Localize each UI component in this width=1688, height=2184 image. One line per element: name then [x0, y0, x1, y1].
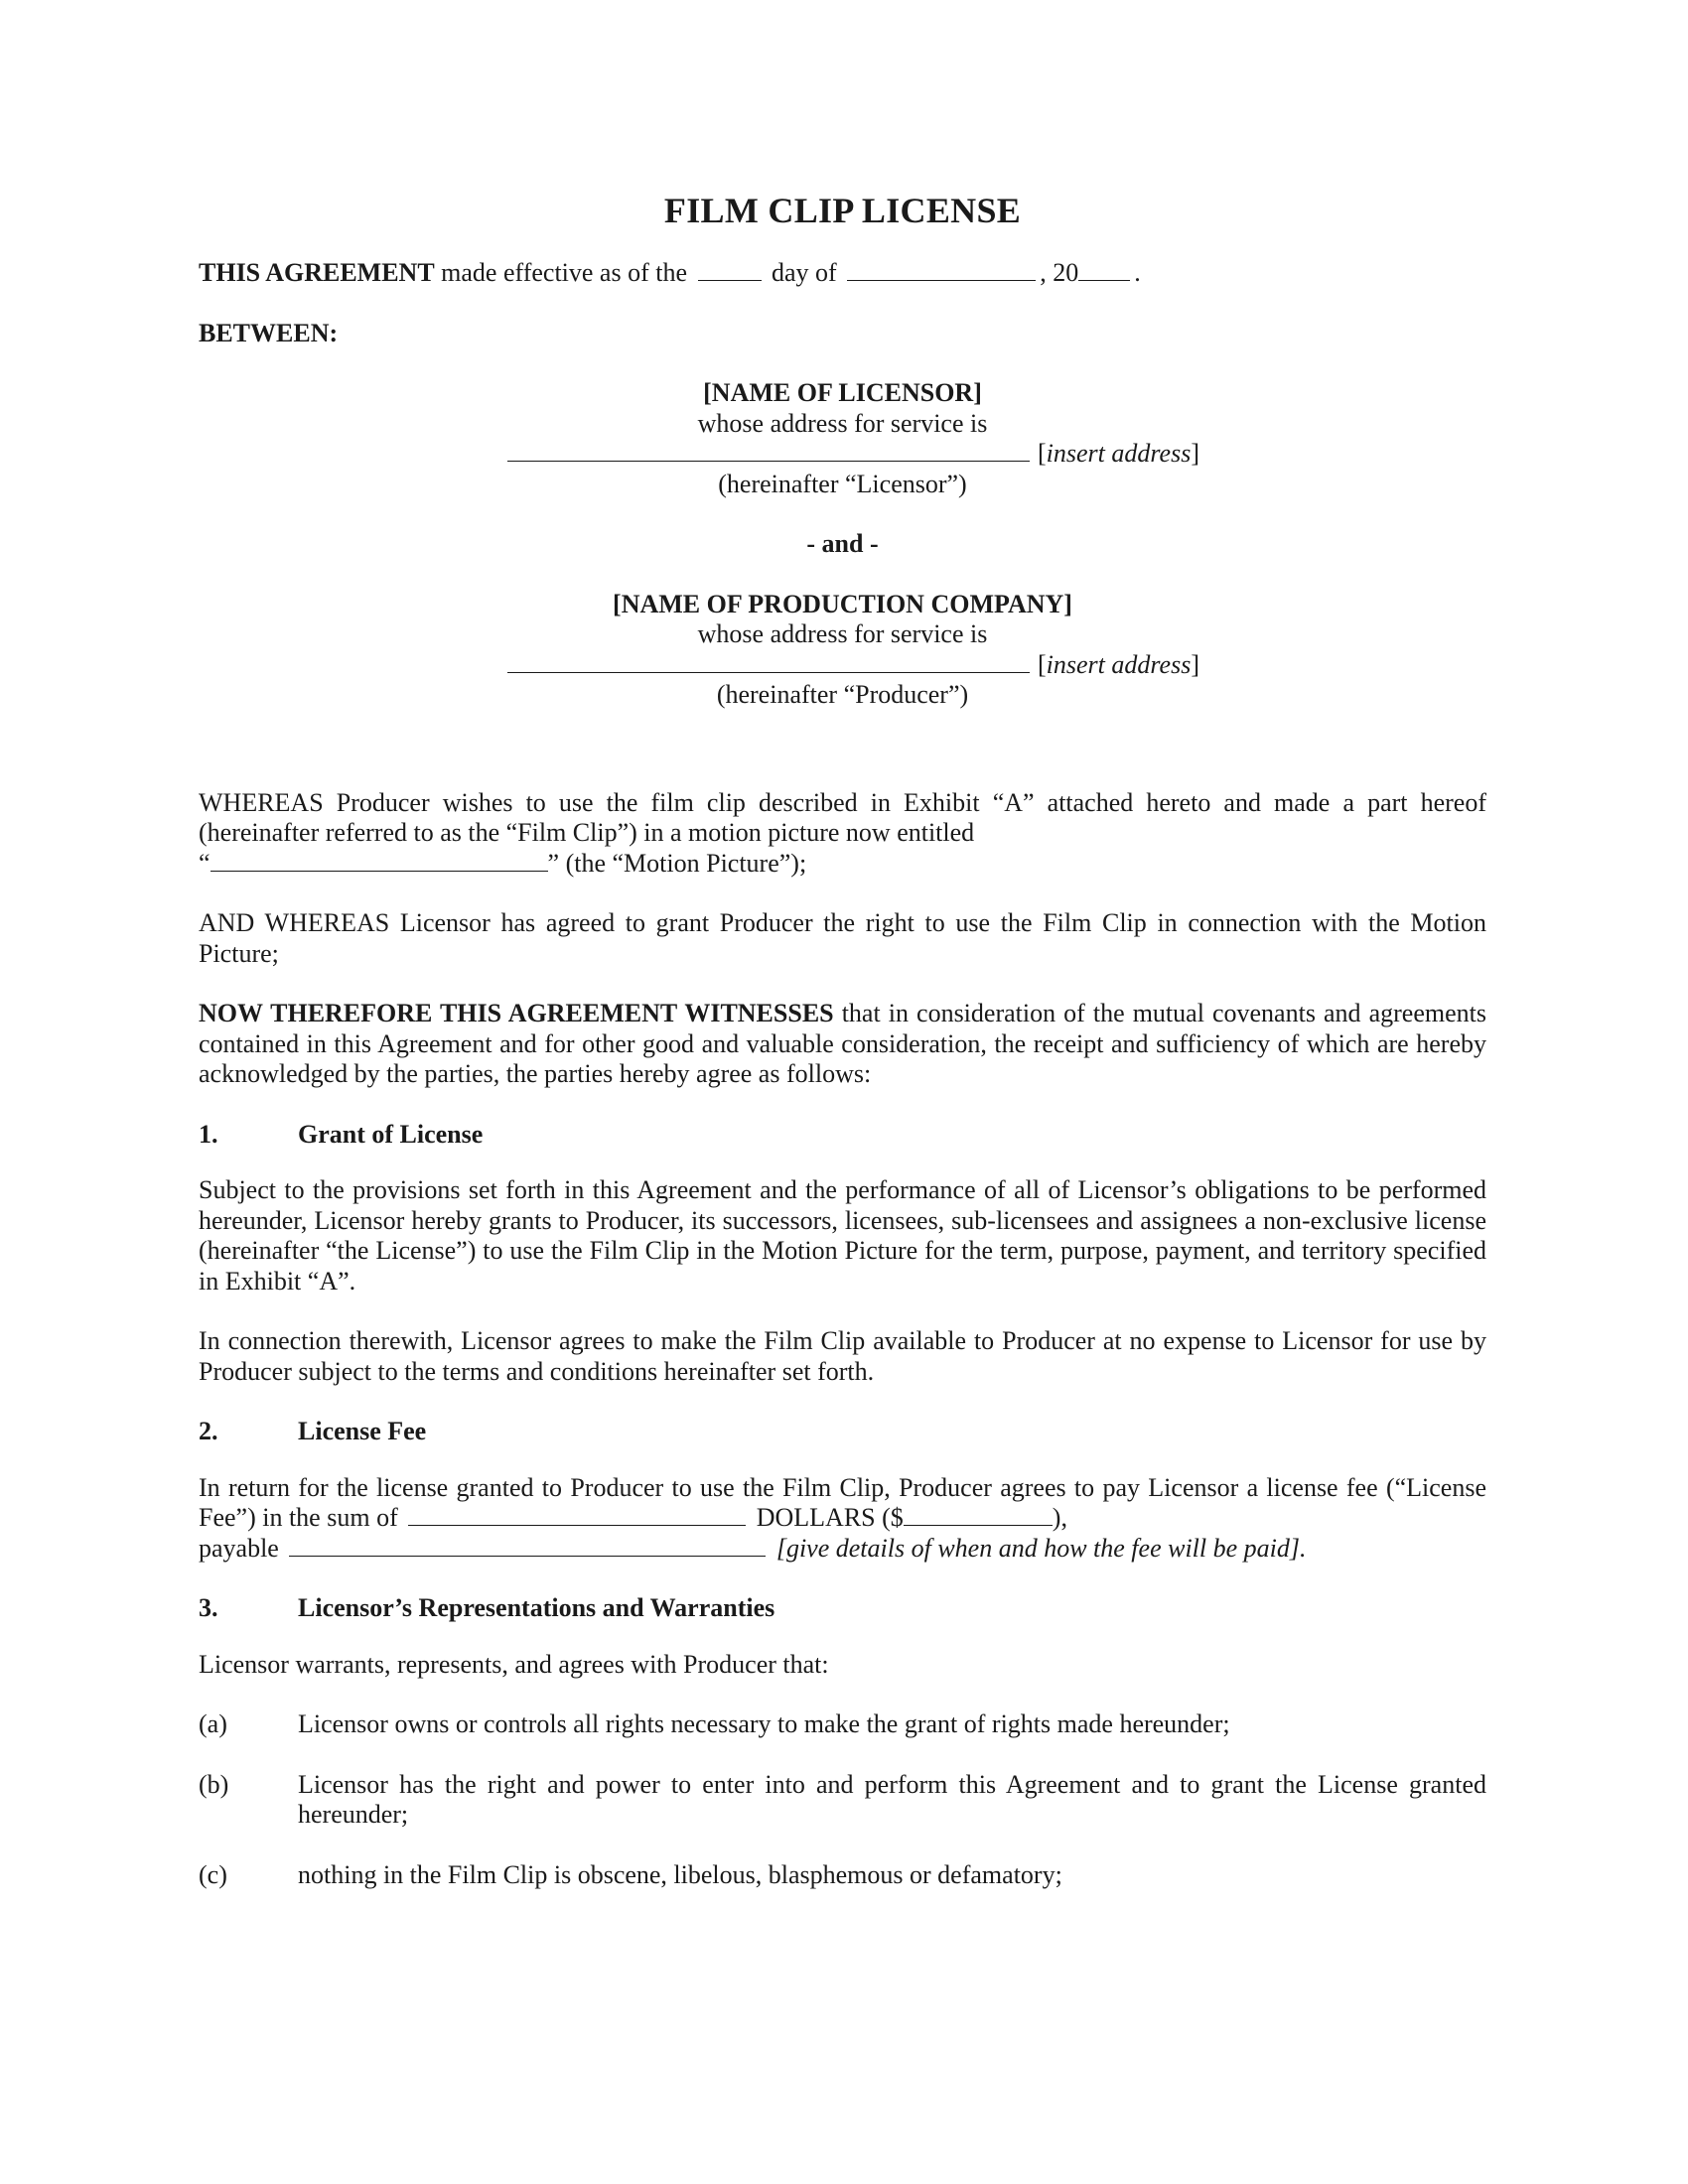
licensor-bracket-open: [	[1038, 439, 1047, 468]
section-3-intro: Licensor warrants, represents, and agrees with Producer that:	[199, 1649, 829, 1679]
now-therefore-bold-lead: NOW THEREFORE THIS AGREEMENT WITNESSES	[199, 999, 834, 1027]
section-2-heading	[199, 1417, 1486, 1447]
list-item	[199, 1709, 1486, 1740]
document-page	[199, 189, 1486, 1890]
producer-address-row	[216, 650, 1486, 681]
whereas-1-title-line	[199, 849, 1486, 880]
month-blank[interactable]	[847, 258, 1036, 281]
intro-bold-lead: THIS AGREEMENT	[199, 258, 435, 287]
list-item-label: (a)	[199, 1709, 227, 1738]
motion-picture-title-blank[interactable]	[211, 849, 548, 872]
section-1-paragraph-2: In connection therewith, Licensor agrees to make the Film Clip available to Producer at no expense to Licensor for use by Producer subject to the terms and conditions hereinafter set forth.	[199, 1326, 1486, 1386]
payable-blank[interactable]	[289, 1534, 766, 1557]
list-item-text: nothing in the Film Clip is obscene, libelous, blasphemous or defamatory;	[298, 1859, 1062, 1889]
list-item	[199, 1770, 1486, 1831]
section-2-number: 2.	[199, 1417, 218, 1445]
whereas-paragraph-1	[199, 788, 1486, 880]
document-title: FILM CLIP LICENSE	[663, 191, 1022, 230]
licensor-name: [NAME OF LICENSOR]	[703, 378, 982, 407]
section-3-heading	[199, 1593, 1486, 1624]
section-1-paragraph-1: Subject to the provisions set forth in this Agreement and the performance of all of Licensor’s obligations to be performed hereunder, Licensor hereby grants to Producer, its successors, licensees, sub-licensees and assignees a non-exclusive license (hereinafter “the License”) to use the Film Clip in the Motion Picture for the term, purpose, payment, and territory specified in Exhibit “A”.	[199, 1175, 1486, 1296]
section-1-number: 1.	[199, 1119, 218, 1149]
list-item-text: Licensor owns or controls all rights necessary to make the grant of rights made hereunder;	[298, 1709, 1230, 1738]
section-2-title: License Fee	[298, 1417, 427, 1445]
and-label: - and -	[806, 529, 879, 558]
section-1-heading	[199, 1120, 1486, 1151]
list-item	[199, 1860, 1486, 1891]
producer-hereinafter: (hereinafter “Producer”)	[716, 680, 969, 709]
day-blank[interactable]	[698, 258, 762, 281]
licensor-block	[199, 378, 1486, 499]
list-item-text: Licensor has the right and power to enter into and perform this Agreement and to grant the License granted hereunder;	[298, 1769, 1486, 1829]
section-2-payable-line	[199, 1534, 1486, 1565]
whereas-1-text: WHEREAS Producer wishes to use the film clip described in Exhibit “A” attached hereto and made a part hereof (hereinafter referred to as the “Film Clip”) in a motion picture now entitled	[199, 787, 1486, 847]
intro-text-3: , 20	[1040, 258, 1079, 287]
now-therefore-paragraph	[199, 999, 1486, 1090]
producer-block	[199, 590, 1486, 711]
list-item-label: (b)	[199, 1769, 229, 1799]
section-3-title: Licensor’s Representations and Warranties	[298, 1593, 775, 1622]
producer-address-line: whose address for service is	[697, 619, 988, 648]
section-3-number: 3.	[199, 1593, 218, 1622]
intro-text-4: .	[1134, 258, 1141, 287]
whereas-paragraph-2: AND WHEREAS Licensor has agreed to grant Producer the right to use the Film Clip in connection with the Motion Picture;	[199, 908, 1486, 968]
list-item-label: (c)	[199, 1859, 227, 1889]
intro-text-2: day of	[765, 258, 844, 287]
between-label: BETWEEN:	[199, 318, 339, 347]
intro-paragraph	[199, 258, 1486, 289]
section-2-text-1: In return for the license granted to Producer to use the Film Clip, Producer agrees to pay Licensor a license fee (“License Fee”) in the sum of	[199, 1472, 1486, 1532]
license-fee-amount-blank[interactable]	[904, 1503, 1053, 1526]
section-2-details: [give details of when and how the fee will be paid].	[775, 1533, 1307, 1563]
licensor-address-line: whose address for service is	[697, 408, 988, 438]
license-fee-words-blank[interactable]	[408, 1503, 746, 1526]
licensor-bracket-close: ]	[1191, 439, 1199, 468]
section-2-dollars: DOLLARS ($	[750, 1503, 904, 1532]
licensor-hereinafter: (hereinafter “Licensor”)	[718, 469, 967, 498]
section-2-payable: payable	[199, 1533, 279, 1563]
producer-bracket-open: [	[1038, 649, 1047, 679]
licensor-address-blank[interactable]	[507, 439, 1030, 462]
producer-name: [NAME OF PRODUCTION COMPANY]	[613, 589, 1072, 618]
year-blank[interactable]	[1078, 258, 1130, 281]
section-1-title: Grant of License	[298, 1119, 484, 1149]
producer-address-blank[interactable]	[507, 650, 1030, 673]
whereas-1-quote-open: “	[199, 848, 211, 878]
licensor-insert-address: insert address	[1046, 439, 1192, 468]
producer-bracket-close: ]	[1191, 649, 1199, 679]
whereas-1-tail: ” (the “Motion Picture”);	[547, 848, 807, 878]
section-2-paragraph	[199, 1473, 1486, 1565]
licensor-address-row	[216, 439, 1486, 470]
producer-insert-address: insert address	[1046, 649, 1192, 679]
now-therefore-text: that in consideration of the mutual covenants and agreements contained in this Agreement and for other good and valuable consideration, the receipt and sufficiency of which are hereby acknowledged by the parties, the parties hereby agree as follows:	[199, 999, 1486, 1088]
section-2-close: ),	[1052, 1503, 1067, 1532]
intro-text-1: made effective as of the	[434, 258, 694, 287]
